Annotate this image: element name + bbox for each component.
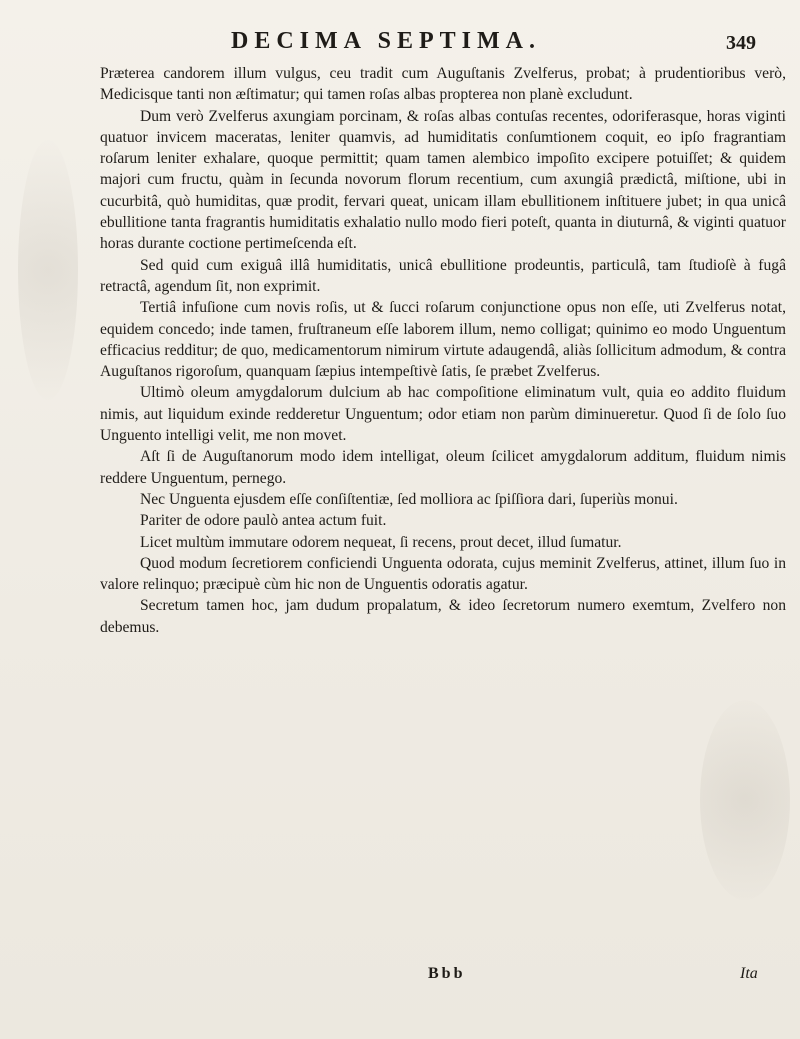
paragraph: Secretum tamen hoc, jam dudum propalatum, & ideo ſecretorum numero exemtum, Zvelfero non debemus. <box>100 597 786 636</box>
paragraph: Aſt ſi de Auguſtanorum modo idem intelligat, oleum ſcilicet amygdalorum additum, fluidum nimis reddere Unguentum, pernego. <box>100 448 786 487</box>
page-header <box>96 22 786 62</box>
running-head: DECIMA SEPTIMA. <box>230 28 542 54</box>
paragraph: Nec Unguenta ejusdem eſſe conſiſtentiæ, ſed molliora ac ſpiſſiora dari, ſuperiùs monui. <box>140 490 678 508</box>
paragraph: Pariter de odore paulò antea actum fuit. <box>140 512 387 530</box>
body-text <box>100 63 786 638</box>
paper-stain <box>700 700 790 900</box>
signature-mark: Bbb <box>428 965 466 982</box>
page-number: 349 <box>726 32 756 54</box>
paragraph: Quod modum ſecretiorem conficiendi Unguenta odorata, cujus meminit Zvelferus, attinet, illum ſuo in valore relinquo; præcipuè cùm hic non de Unguentis odoratis agatur. <box>100 554 786 594</box>
paragraph: Dum verò Zvelferus axungiam porcinam, & roſas albas contuſas recentes, odoriferasque, horas viginti quatuor invicem maceratas, leniter quamvis, ad humiditatis conſumtionem coquit, eo ipſo fragrantiam roſarum leniter exhalare, quoque permittit; quam tamen alembico impoſito excipere potuiſſet; & quidem majori cum fructu, quàm in ſecunda novorum florum recentium, cum axungiâ prædictâ, miſtione, ubi in cucurbitâ, quò humiditas, quæ prodit, fervari queat, unicam illam ebullitionem inſtituere jubet; in qua unicâ ebullitione tanta fragrantis humiditatis exhalatio nullo modo fieri poteſt, quanta in diuturnâ, & viginti quatuor horas durante coctione pertimeſcenda eſt. <box>100 107 786 253</box>
paragraph: Licet multùm immutare odorem nequeat, ſi recens, prout decet, illud ſumatur. <box>140 533 622 551</box>
paragraph: Præterea candorem illum vulgus, ceu tradit cum Auguſtanis Zvelferus, probat; à prudentioribus verò, Medicisque tanti non æſtimatur; qui tamen roſas albas propterea non planè excludunt. <box>100 65 786 104</box>
paragraph: Tertiâ infuſione cum novis roſis, ut & ſucci roſarum conjunctione opus non eſſe, uti Zvelferus notat, equidem concedo; inde tamen, fruſtraneum eſſe laborem illum, nemo colligat; quinimo eo modo Unguentum efficacius redditur; de quo, medicamentorum nimirum virtute adaugendâ, aliàs ſollicitum admodum, & contra Auguſtanos rigoroſum, quanquam ſæpius intempeſtivè ſatis, ſe præbet Zvelferus. <box>100 299 786 381</box>
paragraph: Ultimò oleum amygdalorum dulcium ab hac compoſitione eliminatum vult, quia eo addito fluidum nimis, aut liquidum exinde redderetur Unguentum; odor etiam non parùm diminueretur. Quod ſi de ſolo ſuo Unguento intelligi velit, me non movet. <box>100 384 786 445</box>
catchword: Ita <box>740 965 758 982</box>
paper-stain <box>18 140 78 400</box>
paragraph: Sed quid cum exiguâ illâ humiditatis, unicâ ebullitione prodeuntis, particulâ, tam ſtudioſè à fugâ retractâ, agendum ſit, non exprimit. <box>100 256 786 295</box>
